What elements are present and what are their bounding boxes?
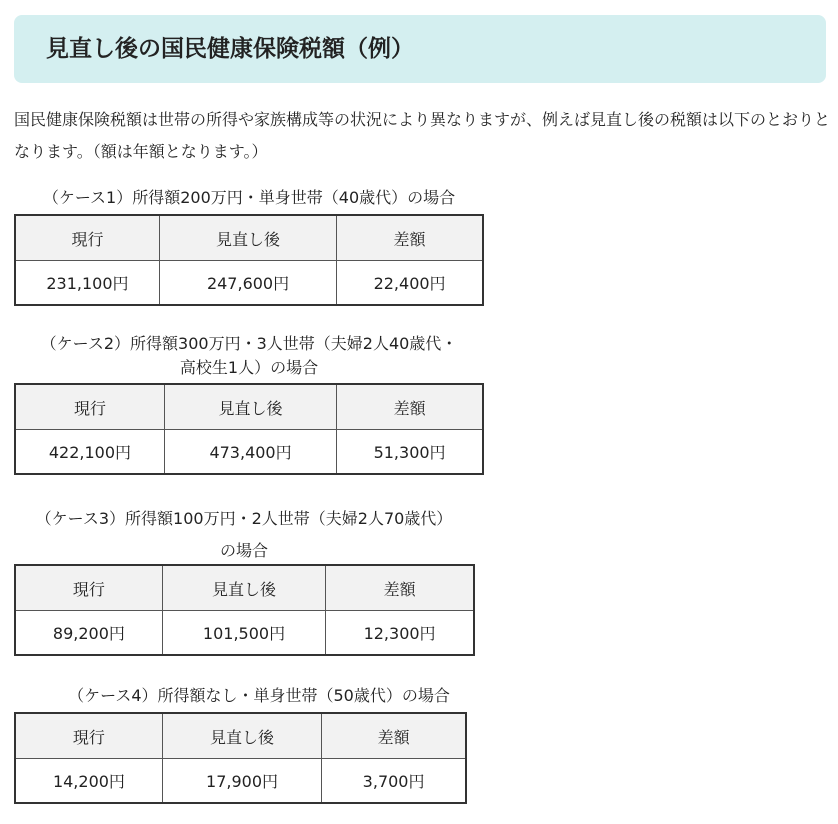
column-header-revised: 見直し後 [164, 384, 336, 430]
case-1-caption: （ケース1）所得額200万円・単身世帯（40歳代）の場合 [42, 188, 456, 207]
table-header-row [15, 384, 483, 430]
column-header-difference: 差額 [337, 215, 483, 261]
table-header-row [15, 215, 483, 261]
table-row [15, 261, 483, 306]
column-header-current: 現行 [15, 215, 159, 261]
table-header-row [15, 565, 474, 611]
case-3-caption-line-1: （ケース3）所得額100万円・2人世帯（夫婦2人70歳代） [35, 509, 453, 528]
intro-text: 国民健康保険税額は世帯の所得や家族構成等の状況により異なりますが、例えば見直し後の税額は以下のとおりとなります。（額は年額となります。） [14, 110, 831, 161]
column-header-revised: 見直し後 [162, 713, 321, 759]
case-4-table [14, 712, 467, 804]
revised-amount: 101,500円 [162, 611, 325, 656]
case-2-caption [14, 332, 484, 380]
column-header-revised: 見直し後 [159, 215, 336, 261]
table-row [15, 759, 466, 804]
difference-amount: 12,300円 [326, 611, 474, 656]
table-header-row [15, 713, 466, 759]
case-3-caption [14, 503, 474, 567]
difference-amount: 51,300円 [337, 430, 483, 475]
case-4-caption: （ケース4）所得額なし・単身世帯（50歳代）の場合 [68, 686, 450, 705]
current-amount: 89,200円 [15, 611, 162, 656]
revised-amount: 247,600円 [159, 261, 336, 306]
case-2-caption-line-1: （ケース2）所得額300万円・3人世帯（夫婦2人40歳代・ [40, 334, 458, 353]
column-header-difference: 差額 [337, 384, 483, 430]
section-heading: 見直し後の国民健康保険税額（例） [46, 36, 414, 62]
column-header-current: 現行 [15, 713, 162, 759]
current-amount: 231,100円 [15, 261, 159, 306]
column-header-current: 現行 [15, 565, 162, 611]
current-amount: 14,200円 [15, 759, 162, 804]
case-3-table [14, 564, 475, 656]
case-1-table [14, 214, 484, 306]
table-row [15, 611, 474, 656]
case-2-table [14, 383, 484, 475]
difference-amount: 3,700円 [322, 759, 466, 804]
revised-amount: 473,400円 [164, 430, 336, 475]
column-header-difference: 差額 [326, 565, 474, 611]
revised-amount: 17,900円 [162, 759, 321, 804]
case-2-caption-line-2: 高校生1人）の場合 [179, 358, 319, 377]
current-amount: 422,100円 [15, 430, 164, 475]
section-heading-box [14, 15, 826, 83]
column-header-current: 現行 [15, 384, 164, 430]
case-3-caption-line-2: の場合 [219, 541, 268, 560]
table-row [15, 430, 483, 475]
column-header-revised: 見直し後 [162, 565, 325, 611]
difference-amount: 22,400円 [337, 261, 483, 306]
column-header-difference: 差額 [322, 713, 466, 759]
